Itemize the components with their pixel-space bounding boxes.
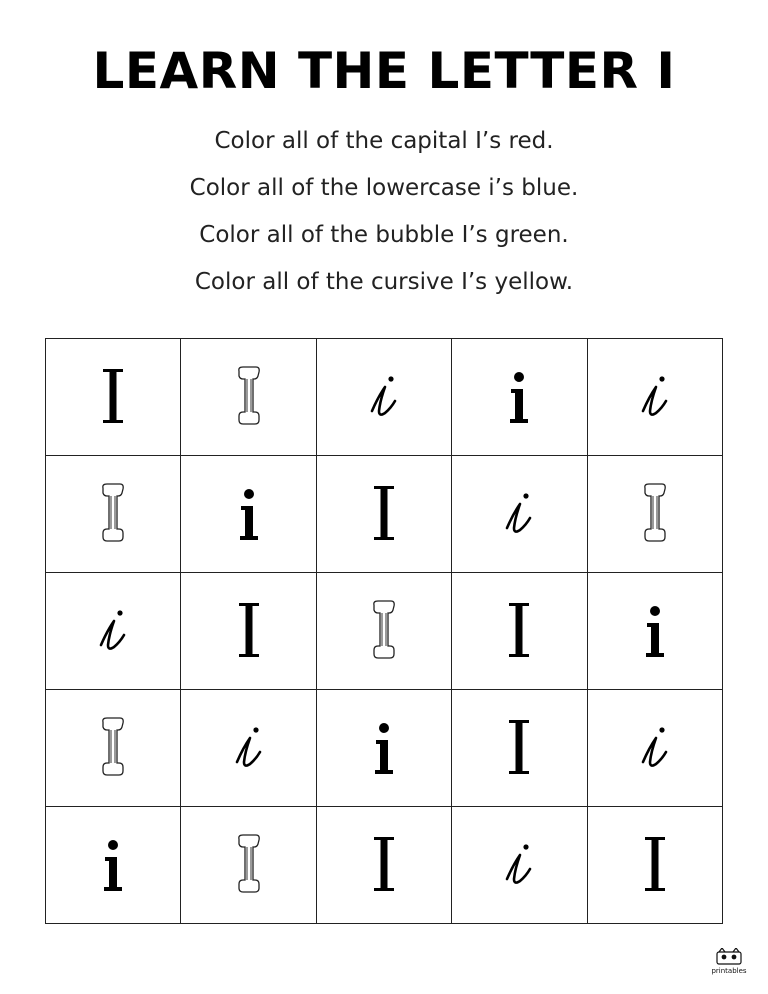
capital-i-letter (73, 357, 153, 437)
letter-grid (45, 338, 723, 924)
instruction-line: Color all of the cursive I’s yellow. (194, 269, 574, 295)
grid-cell[interactable] (46, 807, 181, 924)
cursive-i-letter (479, 825, 559, 905)
grid-cell[interactable] (452, 339, 587, 456)
instruction-line: Color all of the bubble I’s green. (199, 222, 569, 248)
cursive-i-letter (479, 474, 559, 554)
grid-cell[interactable] (181, 807, 316, 924)
grid-cell[interactable] (588, 807, 723, 924)
capital-i-letter (209, 591, 289, 671)
bubble-i-letter (73, 708, 153, 788)
capital-i-letter (615, 825, 695, 905)
grid-cell[interactable] (588, 456, 723, 573)
bubble-i-letter (615, 474, 695, 554)
grid-cell[interactable] (46, 690, 181, 807)
bubble-i-letter (209, 357, 289, 437)
worksheet-title: LEARN THE LETTER I (92, 42, 676, 100)
cursive-i-letter (615, 708, 695, 788)
bubble-i-letter (344, 591, 424, 671)
instructions (0, 122, 768, 310)
capital-i-letter (479, 591, 559, 671)
brand-logo (708, 948, 750, 982)
capital-i-letter (344, 474, 424, 554)
grid-cell[interactable] (46, 456, 181, 573)
lowercase-i-letter (344, 708, 424, 788)
grid-cell[interactable] (588, 339, 723, 456)
grid-cell[interactable] (317, 573, 452, 690)
grid-cell[interactable] (181, 339, 316, 456)
cursive-i-letter (209, 708, 289, 788)
grid-cell[interactable] (181, 690, 316, 807)
grid-cell[interactable] (452, 807, 587, 924)
lowercase-i-letter (209, 474, 289, 554)
bubble-i-letter (73, 474, 153, 554)
grid-cell[interactable] (317, 807, 452, 924)
lowercase-i-letter (479, 357, 559, 437)
grid-cell[interactable] (452, 456, 587, 573)
lowercase-i-letter (73, 825, 153, 905)
grid-cell[interactable] (46, 573, 181, 690)
grid-cell[interactable] (181, 573, 316, 690)
dog-icon (715, 948, 743, 966)
cursive-i-letter (344, 357, 424, 437)
grid-cell[interactable] (46, 339, 181, 456)
grid-cell[interactable] (317, 456, 452, 573)
grid-cell[interactable] (317, 339, 452, 456)
grid-cell[interactable] (181, 456, 316, 573)
instruction-line: Color all of the capital I’s red. (214, 128, 554, 154)
logo-text: printables (711, 967, 747, 975)
bubble-i-letter (209, 825, 289, 905)
capital-i-letter (479, 708, 559, 788)
instruction-line: Color all of the lowercase i’s blue. (189, 175, 579, 201)
grid-cell[interactable] (588, 573, 723, 690)
grid-cell[interactable] (452, 573, 587, 690)
grid-cell[interactable] (452, 690, 587, 807)
grid-cell[interactable] (588, 690, 723, 807)
cursive-i-letter (73, 591, 153, 671)
cursive-i-letter (615, 357, 695, 437)
lowercase-i-letter (615, 591, 695, 671)
capital-i-letter (344, 825, 424, 905)
grid-cell[interactable] (317, 690, 452, 807)
